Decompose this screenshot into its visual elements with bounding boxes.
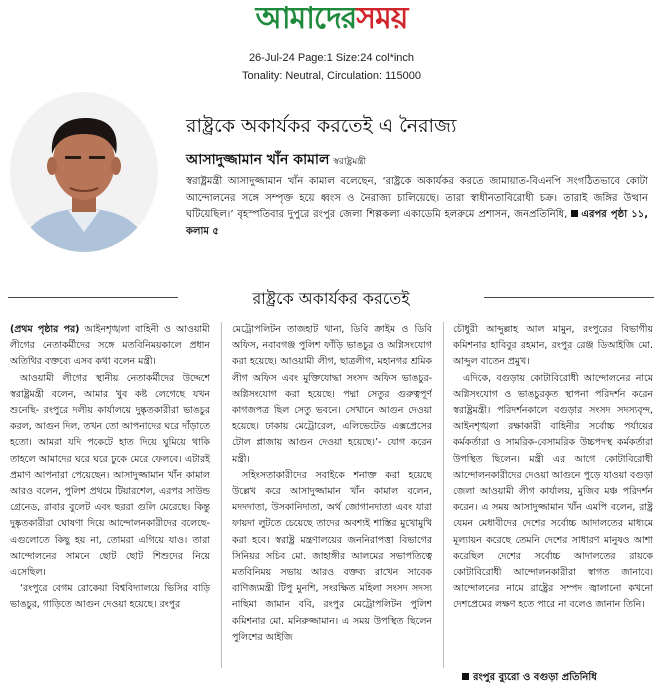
clip-meta-line1: 26-Jul-24 Page:1 Size:24 col*inch [248, 52, 415, 64]
col1-paragraph-3: ‘রংপুরে বেগম রোকেয়া বিশ্ববিদ্যালয়ে ভিসির বাড়ি ভাঙচুর, গাড়িতে আগুন দেওয়া হয়েছে। রংপুর [10, 583, 210, 611]
lead-text: স্বরাষ্ট্রমন্ত্রী আসাদুজ্জামান খাঁন কামাল বলেছেন, ‘রাষ্ট্রকে অকার্যকর করতে জামায়াত-বিএনপি সংগঠিতভাবে কোটা আন্দোলনের সঙ্গে সম্পৃক্ত হয়ে ধ্বংস ও নৈরাজ্য চালিয়েছে। তারা স্বাধীনতাবিরোধী চক্র। তারাই জঙ্গির উত্থান ঘটিয়েছিল।’ বৃহস্পতিবার দুপুরে রংপুর জেলা শিল্পকলা একাডেমি হলরুমে প্রশাসন, জনপ্রতিনিধি, [186, 176, 648, 220]
byline-role: স্বরাষ্ট্রমন্ত্রী [333, 157, 367, 167]
minister-portrait [10, 92, 158, 252]
article-byline [186, 148, 366, 172]
credit-square-icon [462, 673, 469, 680]
byline-name: আসাদুজ্জামান খাঁন কামাল [186, 152, 330, 168]
clip-meta-line2: Tonality: Neutral, Circulation: 115000 [242, 70, 421, 82]
lead-jump: এরপর পৃষ্ঠা ১১, কলাম ৫ [186, 209, 648, 237]
col2-paragraph-2: সহিংসতাকারীদের সবাইকে শনাক্ত করা হয়েছে উল্লেখ করে আসাদুজ্জামান খাঁন কামাল বলেন, মদদদাতা, উসকানিদাতা, অর্থ জোগানদাতা এবং যারা ফায়দা লুটতে চেয়েছে তাদের অবশ্যই শাস্তির মুখোমুখি করা হবে। স্বরাষ্ট্র মন্ত্রণালয়ের জননিরাপত্তা বিভাগের সিনিয়র সচিব মো. জাহাঙ্গীর আলমের সভাপতিত্বে মতবিনিময় সভায় আরও বক্তব্য রাখেন সাবেক বাণিজ্যমন্ত্রী টিপু মুনশি, সংরক্ষিত মহিলা সংসদ সদস্য নাছিমা জামান ববি, রংপুর মেট্রোপলিটন পুলিশ কমিশনার মো. মনিরুজ্জামান। এ সময় উপস্থিত ছিলেন পুলিশের আইজি [232, 469, 432, 643]
col1-paragraph-2: আওয়ামী লীগের স্থানীয় নেতাকর্মীদের উদ্দেশে স্বরাষ্ট্রমন্ত্রী বলেন, আমার খুব কষ্ট লেগেছে যখন শুনেছি- রংপুরে দলীয় কার্যালয়ে দুষ্কৃতকারীরা ভাঙচুর করল, আগুন দিল, তখন তো আপনাদের ঘরে দাঁড়াতে হতো। আমরা যদি পকেটে হাত দিয়ে ঘুমিয়ে থাকি তাহলে আমাদের ঘরে ঘরে ঢুকে মেরে ফেলবে। এটারই প্রমাণ আপনারা পেয়েছেন। আসাদুজ্জামান খাঁন কামাল আরও বলেন, পুলিশ প্রথমে টিয়ারশেল, এরপর সাউন্ড গ্রেনেড, রাবার বুলেট এবং ছররা গুলি মেরেছে। কিন্তু দুষ্কৃতকারীরা ঘোষণা দিয়ে আন্দোলনকারীদের বলেছে- এগুলোতে কিছু হয় না, তোমরা এগিয়ে যাও। তারা আন্দোলনের সামনে ছোট ছোট শিশুদের নিয়ে এসেছিল। [10, 372, 210, 579]
section-rule-right [484, 297, 654, 298]
col1-paragraph-1 [10, 322, 210, 371]
continuation-title: রাষ্ট্রকে অকার্যকর করতেই [252, 289, 410, 308]
article-headline: রাষ্ট্রকে অকার্যকর করতেই এ নৈরাজ্য [186, 115, 457, 137]
column-separator-1 [221, 322, 222, 668]
logo-part2: সময় [356, 1, 408, 36]
column-separator-2 [443, 322, 444, 668]
section-rule-left [8, 297, 178, 298]
newspaper-logo [256, 2, 408, 36]
body-column-2 [232, 322, 432, 662]
credit-text: রংপুর ব্যুরো ও বগুড়া প্রতিনিধি [473, 672, 597, 683]
col2-paragraph-1: মেট্রোপলিটন তাজহাট থানা, ডিবি ক্রাইম ও ডিবি অফিস, নবাবগঞ্জ পুলিশ ফাঁড়ি ভাঙচুর ও অগ্নিসংযোগ করা হয়েছে। আওয়ামী লীগ, ছাত্রলীগ, মহানগর শ্রমিক লীগ অফিস এবং মুক্তিযোদ্ধা সংসদ অফিস ভাঙচুর-অগ্নিসংযোগ করা হয়েছে। পদ্মা সেতুর গুরুত্বপূর্ণ কাগজপত্র ছিল সেতু ভবনে। সেখানে আগুন দেওয়া হয়েছে। ঢাকায় মেট্রোরেল, এলিভেটেড এক্সপ্রেসের টোল প্লাজায় আগুন দেওয়া হয়েছে।’- যোগ করেন মন্ত্রী। [232, 324, 432, 465]
body-column-3 [453, 322, 653, 662]
newspaper-masthead [0, 0, 663, 40]
col1-text-1: আইনশৃঙ্খলা বাহিনী ও আওয়ামী লীগের নেতাকর্মীদের সঙ্গে মতবিনিময়কালে প্রধান অতিথির বক্তব্যে এসব কথা বলেন মন্ত্রী। [10, 324, 210, 368]
logo-part1: আমাদের [255, 1, 357, 36]
col1-lead: (প্রথম পৃষ্ঠার পর) [10, 324, 80, 335]
col3-paragraph-2: এদিকে, বগুড়ায় কোটাবিরোধী আন্দোলনের নামে অগ্নিসংযোগ ও ভাঙচুরকৃত স্থাপনা পরিদর্শন করেন স্বরাষ্ট্রমন্ত্রী। পরিদর্শনকালে বগুড়ার সংসদ সদস্যবৃন্দ, আইনশৃঙ্খলা রক্ষাকারী বাহিনীর সর্বোচ্চ পর্যায়ের কর্মকর্তারা ও সামরিক-বেসামরিক উচ্চপদস্থ কর্মকর্তারা উপস্থিত ছিলেন। মন্ত্রী এর আগে কোটাবিরোধী আন্দোলনকারীদের দেওয়া আগুনে পুড়ে যাওয়া বগুড়া জেলা আওয়ামী লীগ কার্যালয়, মুজিব মঞ্চ পরিদর্শন করেন। এ সময় আসাদুজ্জামান খাঁন এমপি বলেন, রাষ্ট্র যেমন মেধাবীদের দেশের সর্বোচ্চ আদালতের মাধ্যমে মূল্যায়ন করেছে তেমনি দেশের সাধারণ মানুষও আশা করেছিল দেশের সর্বোচ্চ আদালতের রায়কে কোটাবিরোধী আন্দোলনকারীরা স্বাগত জানাবে। আন্দোলনের নামে রাষ্ট্রের সম্পদ জ্বালানো কখনো দেশপ্রেমের লক্ষণ হতে পারে না বলেও জানান তিনি। [453, 372, 653, 611]
article-credit [462, 670, 597, 687]
col3-paragraph-1: চৌধুরী আব্দুল্লাহ আল মামুন, রংপুরের বিভাগীয় কমিশনার হাবিবুর রহমান, রংপুর রেঞ্জ ডিআইজি মো. আব্দুল বাতেন প্রমুখ। [453, 324, 653, 368]
article-lead [186, 174, 648, 240]
body-column-1 [10, 322, 210, 662]
jump-square-icon [571, 210, 578, 217]
